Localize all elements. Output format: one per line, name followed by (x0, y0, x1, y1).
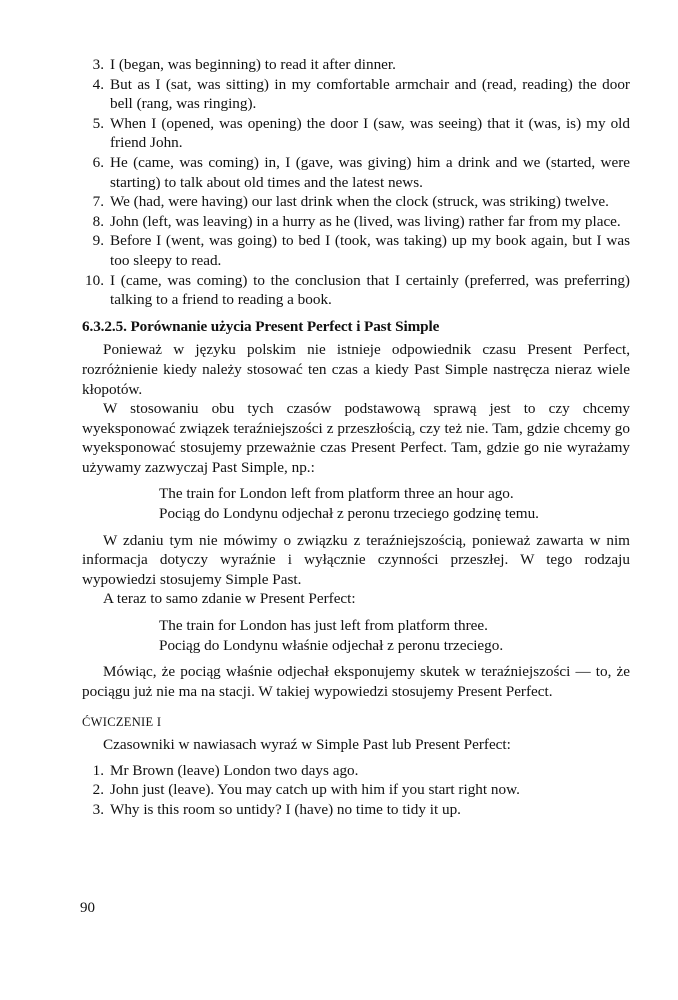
list-item-text: Why is this room so untidy? I (have) no time to tidy it up. (110, 800, 461, 818)
list-item-number: 7. (92, 193, 104, 211)
list-item-number: 4. (92, 75, 104, 93)
list-item-text: Mr Brown (leave) London two days ago. (110, 761, 359, 779)
list-item-number: 5. (92, 114, 104, 132)
list-item (82, 800, 630, 820)
list-item (82, 192, 630, 212)
list-item-text: We (had, were having) our last drink when the clock (struck, was striking) twelve. (110, 193, 609, 211)
list-item-number: 3. (92, 56, 104, 73)
section-heading: 6.3.2.5. Porównanie użycia Present Perfect i Past Simple (82, 317, 440, 335)
list-item-number: 3. (92, 800, 104, 818)
list-item-text: I (began, was beginning) to read it after dinner. (110, 56, 396, 73)
list-item-number: 2. (92, 781, 104, 799)
page-number: 90 (80, 900, 95, 916)
list-item-text: John (left, was leaving) in a hurry as he (lived, was living) rather far from my place. (110, 212, 621, 230)
example-english: The train for London left from platform three an hour ago. (159, 485, 514, 503)
list-item-number: 9. (92, 232, 104, 250)
paragraph: Mówiąc, że pociąg właśnie odjechał eksponujemy skutek w teraźniejszości — to, że pociągu już nie ma na stacji. W takiej wypowiedzi stosujemy Present Perfect. (82, 663, 630, 700)
paragraph: Ponieważ w języku polskim nie istnieje odpowiednik czasu Present Perfect, rozróżnienie kiedy należy stosować ten czas a kiedy Past Simple nastręcza nieraz wiele kłopotów. (82, 341, 630, 398)
example-polish: Pociąg do Londynu właśnie odjechał z peronu trzeciego. (159, 636, 504, 654)
paragraph: W stosowaniu obu tych czasów podstawową sprawą jest to czy chcemy wyeksponować związek teraźniejszości z przeszłością, czy też nie. Tam, gdzie chcemy go wyeksponować stosujemy przeważnie czas Present Perfect. Tam, gdzie go nie wyrażamy używamy zazwyczaj Past Simple, np.: (82, 400, 630, 476)
list-item-text: Before I (went, was going) to bed I (took, was taking) up my book again, but I was too sleepy to read. (110, 232, 630, 269)
list-item (82, 780, 630, 800)
paragraph: A teraz to samo zdanie w Present Perfect: (103, 590, 356, 608)
list-item-number: 8. (92, 212, 104, 230)
page-content (82, 55, 630, 819)
list-item (82, 75, 630, 114)
list-item-text: John just (leave). You may catch up with him if you start right now. (110, 781, 520, 799)
list-item (82, 212, 630, 232)
list-item-text: I (came, was coming) to the conclusion that I certainly (preferred, was preferring) talking to a friend to reading a book. (110, 271, 630, 309)
list-item (82, 153, 630, 192)
example-block (82, 616, 630, 655)
exercise-list (82, 761, 630, 820)
list-item (82, 55, 630, 75)
list-item-number: 6. (92, 153, 104, 171)
list-item-text: But as I (sat, was sitting) in my comfortable armchair and (read, reading) the door bell (rang, was ringing). (110, 75, 630, 113)
exercise-title: ĆWICZENIE I (82, 715, 162, 730)
example-polish: Pociąg do Londynu odjechał z peronu trzeciego godzinę temu. (159, 505, 539, 523)
list-item-number: 10. (85, 271, 104, 289)
list-item-number: 1. (92, 761, 104, 779)
list-item-text: When I (opened, was opening) the door I (saw, was seeing) that it (was, is) my old friend John. (110, 114, 630, 152)
list-item (82, 114, 630, 153)
example-english: The train for London has just left from platform three. (159, 617, 488, 635)
exercise-instruction: Czasowniki w nawiasach wyraź w Simple Past lub Present Perfect: (103, 736, 511, 753)
paragraph: W zdaniu tym nie mówimy o związku z teraźniejszością, ponieważ zawarta w nim informacja dotyczy wyraźnie i wyłącznie czynności przeszłej. W tego rodzaju wypowiedzi stosujemy Simple Past. (82, 531, 630, 588)
list-item (82, 231, 630, 270)
list-item (82, 761, 630, 781)
list-item (82, 271, 630, 310)
list-item-text: He (came, was coming) in, I (gave, was giving) him a drink and we (started, were starting) to talk about old times and the latest news. (110, 153, 630, 191)
example-block (82, 484, 630, 523)
exercise-list-previous (82, 55, 630, 310)
